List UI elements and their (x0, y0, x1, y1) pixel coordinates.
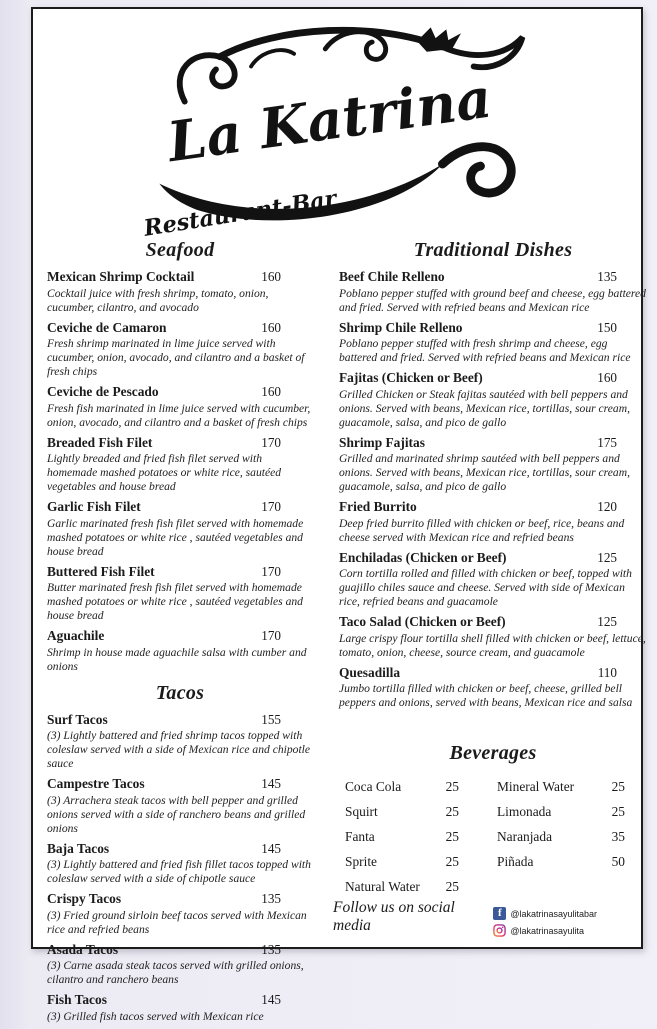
item-description: Lightly breaded and fried fish filet served with homemade mashed potatoes or white rice, sautéed vegetables and house bread (47, 452, 282, 494)
item-name: Baja Tacos (47, 840, 110, 856)
item-description: Cocktail juice with fresh shrimp, tomato, onion, cucumber, cilantro, and avocado (47, 286, 269, 314)
menu-item (339, 665, 647, 711)
item-description: (3) Lightly battered and fried fish fillet tacos topped with coleslaw served with a side of chipotle sauce (47, 858, 311, 886)
beverage-item (345, 854, 481, 870)
beverage-price: 25 (445, 829, 459, 845)
menu-item (47, 712, 313, 771)
item-price: 170 (261, 563, 281, 579)
item-name: Beef Chile Relleno (339, 269, 445, 284)
item-description: (3) Carne asada steak tacos served with grilled onions, cilantro and ranchero beans (47, 959, 304, 987)
menu-item (339, 435, 647, 494)
beverage-price: 25 (611, 804, 625, 820)
traditional-items (339, 269, 647, 710)
menu-item (339, 320, 647, 366)
item-price: 170 (261, 434, 281, 450)
item-description: Deep fried burrito filled with chicken or beef, rice, beans and cheese served with Mexican rice and refried beans (339, 516, 625, 544)
item-description: Garlic marinated fresh fish filet served with homemade mashed potatoes or white rice , sautéed vegetables and house bread (47, 516, 304, 558)
item-description: Corn tortilla rolled and filled with chicken or beef, topped with guajillo chiles sauce and cheese. Served with side of Mexican rice, refried beans and guacamole (339, 567, 632, 609)
item-description: Poblano pepper stuffed with ground beef and cheese, egg battered and fried. Served with refried beans and Mexican rice (339, 286, 646, 314)
item-description: Grilled and marinated shrimp sautéed with bell peppers and onions. Served with beans, Mexican rice, tortillas, sour cream, guacamole, salsa, and pico de gallo (339, 452, 630, 494)
beverage-price: 25 (611, 779, 625, 795)
menu-item (47, 499, 313, 558)
item-description: Fresh shrimp marinated in lime juice served with cucumber, onion, avocado, and cilantro and a basket of fresh chips (47, 337, 305, 379)
menu-item (47, 942, 313, 988)
item-price: 155 (261, 711, 281, 727)
section-title-beverages: Beverages (449, 742, 537, 765)
menu-item (47, 269, 313, 315)
item-name: Ceviche de Pescado (47, 384, 159, 400)
menu-page (31, 7, 646, 1023)
item-name: Garlic Fish Filet (47, 499, 141, 515)
facebook-icon: f (493, 907, 506, 920)
beverage-item (497, 804, 647, 820)
item-name: Shrimp Chile Relleno (339, 319, 463, 335)
item-description: Grilled Chicken or Steak fajitas sautéed with bell peppers and onions. Served with beans, Mexican rice, tortillas, sour cream, guacamole, salsa, and pico de gallo (339, 387, 630, 429)
footer (333, 899, 625, 937)
logo-artwork (132, 13, 542, 242)
beverage-price: 25 (445, 779, 459, 795)
logo-title: La Katrina (163, 65, 496, 175)
beverage-item (345, 779, 481, 795)
item-name: Mexican Shrimp Cocktail (47, 269, 195, 284)
item-price: 145 (261, 992, 281, 1008)
item-description: (3) Fried ground sirloin beef tacos served with Mexican rice and refried beans (47, 908, 307, 936)
seafood-items (47, 269, 313, 674)
item-price: 170 (261, 499, 281, 515)
menu-item (339, 550, 647, 609)
menu-item (47, 891, 313, 937)
restaurant-logo (33, 9, 641, 242)
item-name: Taco Salad (Chicken or Beef) (339, 614, 506, 630)
item-description: Poblano pepper stuffed with fresh shrimp and cheese, egg battered and fried. Served with refried beans and Mexican rice (339, 337, 631, 365)
item-description: (3) Grilled fish tacos served with Mexican rice (47, 1009, 264, 1023)
beverage-item (345, 829, 481, 845)
beverage-name: Mineral Water (497, 779, 575, 795)
menu-item (47, 841, 313, 887)
beverage-price: 25 (445, 879, 459, 895)
item-price: 110 (597, 664, 617, 680)
item-name: Breaded Fish Filet (47, 434, 153, 450)
beverage-name: Fanta (345, 829, 375, 845)
beverage-name: Coca Cola (345, 779, 402, 795)
flourish-crown (417, 27, 461, 51)
facebook-row (493, 907, 597, 920)
item-price: 125 (597, 614, 617, 630)
follow-us-text: Follow us on social media (333, 899, 455, 934)
social-links (493, 907, 625, 937)
flourish-swoosh-spiral (442, 147, 511, 193)
item-name: Enchiladas (Chicken or Beef) (339, 549, 507, 565)
item-description: (3) Arrachera steak tacos with bell pepper and grilled onions served with a side of ranchero beans and grilled onions (47, 793, 306, 835)
menu-item (47, 320, 313, 379)
item-description: Large crispy flour tortilla shell filled with chicken or beef, lettuce, tomato, onion, cheese, source cream, and guacamole (339, 631, 646, 659)
item-price: 160 (261, 319, 281, 335)
beverage-name: Naranjada (497, 829, 553, 845)
beverage-item (345, 879, 481, 895)
beverage-column-left (345, 779, 481, 904)
beverage-name: Natural Water (345, 879, 420, 895)
item-price: 160 (261, 384, 281, 400)
item-price: 135 (597, 269, 617, 284)
beverage-name: Squirt (345, 804, 378, 820)
menu-item (339, 499, 647, 545)
item-name: Ceviche de Camaron (47, 319, 167, 335)
item-name: Shrimp Fajitas (339, 434, 425, 450)
beverage-item (497, 779, 647, 795)
beverage-item (497, 854, 647, 870)
menu-item (47, 564, 313, 623)
item-price: 170 (261, 628, 281, 643)
section-title-traditional: Traditional Dishes (413, 239, 573, 261)
item-price: 145 (261, 840, 281, 856)
menu-item (47, 628, 313, 674)
item-name: Crispy Tacos (47, 891, 122, 907)
beverage-item (345, 804, 481, 820)
beverage-price: 35 (611, 829, 625, 845)
item-price: 175 (597, 434, 617, 450)
tacos-items (47, 712, 313, 1024)
item-name: Asada Tacos (47, 941, 119, 957)
beverage-price: 50 (611, 854, 625, 870)
item-name: Aguachile (47, 628, 105, 643)
item-name: Buttered Fish Filet (47, 563, 155, 579)
item-price: 145 (261, 776, 281, 792)
instagram-icon (493, 924, 506, 937)
menu-item (47, 992, 313, 1024)
menu-item (339, 269, 647, 315)
item-description: Fresh fish marinated in lime juice served with cucumber, onion, avocado, and cilantro and a basket of fresh chips (47, 401, 311, 429)
item-name: Fish Tacos (47, 992, 107, 1008)
section-title-seafood: Seafood (145, 239, 215, 261)
menu-item (47, 776, 313, 835)
item-price: 125 (597, 549, 617, 565)
item-name: Campestre Tacos (47, 776, 145, 792)
menu-item (339, 370, 647, 429)
beverage-name: Sprite (345, 854, 377, 870)
instagram-row (493, 924, 597, 937)
left-column (47, 237, 313, 1029)
beverage-item (497, 829, 647, 845)
item-price: 160 (597, 370, 617, 386)
item-name: Fajitas (Chicken or Beef) (339, 370, 483, 386)
beverage-name: Limonada (497, 804, 552, 820)
facebook-handle: @lakatrinasayulitabar (510, 908, 597, 919)
item-price: 150 (597, 319, 617, 335)
logo-subtitle: Restaurant-Bar (142, 185, 339, 242)
item-price: 160 (261, 269, 281, 284)
menu-item (339, 614, 647, 660)
item-description: Jumbo tortilla filled with chicken or beef, cheese, grilled bell peppers and onions, served with beans, Mexican rice and salsa (339, 682, 633, 710)
beverage-price: 25 (445, 854, 459, 870)
item-name: Surf Tacos (47, 711, 108, 727)
beverage-column-right (497, 779, 647, 904)
item-description: Butter marinated fresh fish filet served with homemade mashed potatoes or white rice , sautéed vegetables and house bread (47, 581, 303, 623)
item-description: Shrimp in house made aguachile salsa with cumber and onions (47, 645, 307, 673)
beverage-columns (339, 779, 647, 904)
item-name: Fried Burrito (339, 499, 417, 515)
section-title-tacos: Tacos (155, 681, 205, 704)
item-name: Quesadilla (339, 664, 401, 680)
beverage-name: Piñada (497, 854, 534, 870)
item-description: (3) Lightly battered and fried shrimp tacos topped with coleslaw served with a side of Mexican rice and chipotle sauce (47, 729, 311, 771)
instagram-handle: @lakatrinasayulita (510, 925, 584, 936)
menu-item (47, 435, 313, 494)
item-price: 135 (261, 941, 281, 957)
menu-item (47, 384, 313, 430)
beverage-price: 25 (445, 804, 459, 820)
item-price: 120 (597, 499, 617, 515)
item-price: 135 (261, 891, 281, 907)
